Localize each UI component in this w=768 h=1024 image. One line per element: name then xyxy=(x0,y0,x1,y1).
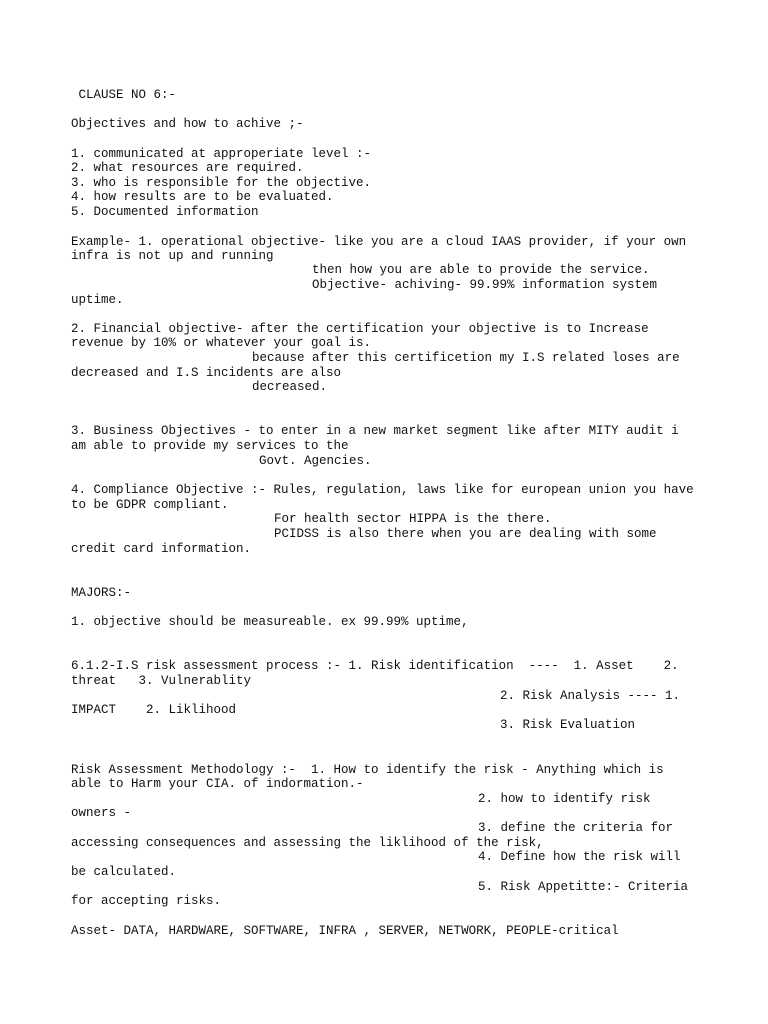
compliance-objective-text: to be GDPR compliant. xyxy=(71,498,229,512)
risk-assessment-process-text: threat 3. Vulnerablity xyxy=(71,674,252,688)
majors-heading: MAJORS:- xyxy=(71,586,132,600)
example-text: then how you are able to provide the service. xyxy=(312,263,650,277)
financial-objective-text: decreased. xyxy=(252,380,328,394)
compliance-objective-text: PCIDSS is also there when you are dealing with some xyxy=(274,527,657,541)
business-objective-text: am able to provide my services to the xyxy=(71,439,349,453)
risk-assessment-process-text: 6.1.2-I.S risk assessment process :- 1. Risk identification ---- 1. Asset 2. xyxy=(71,659,679,673)
majors-item: 1. objective should be measureable. ex 99.99% uptime, xyxy=(71,615,469,629)
compliance-objective-text: For health sector HIPPA is the there. xyxy=(274,512,552,526)
objectives-heading: Objectives and how to achive ;- xyxy=(71,117,304,131)
risk-methodology-text: 2. how to identify risk xyxy=(478,792,651,806)
risk-methodology-text: 5. Risk Appetitte:- Criteria xyxy=(478,880,689,894)
risk-methodology-text: 4. Define how the risk will xyxy=(478,850,681,864)
list-item: 3. who is responsible for the objective. xyxy=(71,176,372,190)
risk-assessment-process-text: IMPACT 2. Liklihood xyxy=(71,703,237,717)
risk-methodology-text: owners - xyxy=(71,806,132,820)
financial-objective-text: 2. Financial objective- after the certification your objective is to Increase xyxy=(71,322,649,336)
list-item: 2. what resources are required. xyxy=(71,161,304,175)
list-item: 5. Documented information xyxy=(71,205,259,219)
risk-methodology-text: able to Harm your CIA. of indormation.- xyxy=(71,777,364,791)
risk-methodology-text: 3. define the criteria for xyxy=(478,821,674,835)
asset-line: Asset- DATA, HARDWARE, SOFTWARE, INFRA , SERVER, NETWORK, PEOPLE-critical xyxy=(71,924,619,938)
risk-assessment-process-text: 2. Risk Analysis ---- 1. xyxy=(500,689,681,703)
financial-objective-text: revenue by 10% or whatever your goal is. xyxy=(71,336,372,350)
list-item: 4. how results are to be evaluated. xyxy=(71,190,334,204)
example-text: Example- 1. operational objective- like you are a cloud IAAS provider, if your own xyxy=(71,235,687,249)
list-item: 1. communicated at approperiate level :- xyxy=(71,147,372,161)
risk-methodology-text: Risk Assessment Methodology :- 1. How to identify the risk - Anything which is xyxy=(71,763,664,777)
financial-objective-text: decreased and I.S incidents are also xyxy=(71,366,342,380)
risk-methodology-text: accessing consequences and assessing the liklihood of the risk, xyxy=(71,836,544,850)
financial-objective-text: because after this certificetion my I.S related loses are xyxy=(252,351,680,365)
example-text: Objective- achiving- 99.99% information system xyxy=(312,278,658,292)
clause-heading: CLAUSE NO 6:- xyxy=(71,88,177,102)
risk-methodology-text: be calculated. xyxy=(71,865,177,879)
business-objective-text: 3. Business Objectives - to enter in a new market segment like after MITY audit i xyxy=(71,424,679,438)
compliance-objective-text: credit card information. xyxy=(71,542,252,556)
compliance-objective-text: 4. Compliance Objective :- Rules, regulation, laws like for european union you have xyxy=(71,483,694,497)
risk-methodology-text: for accepting risks. xyxy=(71,894,222,908)
example-text: infra is not up and running xyxy=(71,249,274,263)
risk-assessment-process-text: 3. Risk Evaluation xyxy=(500,718,636,732)
example-text: uptime. xyxy=(71,293,124,307)
business-objective-text: Govt. Agencies. xyxy=(259,454,372,468)
